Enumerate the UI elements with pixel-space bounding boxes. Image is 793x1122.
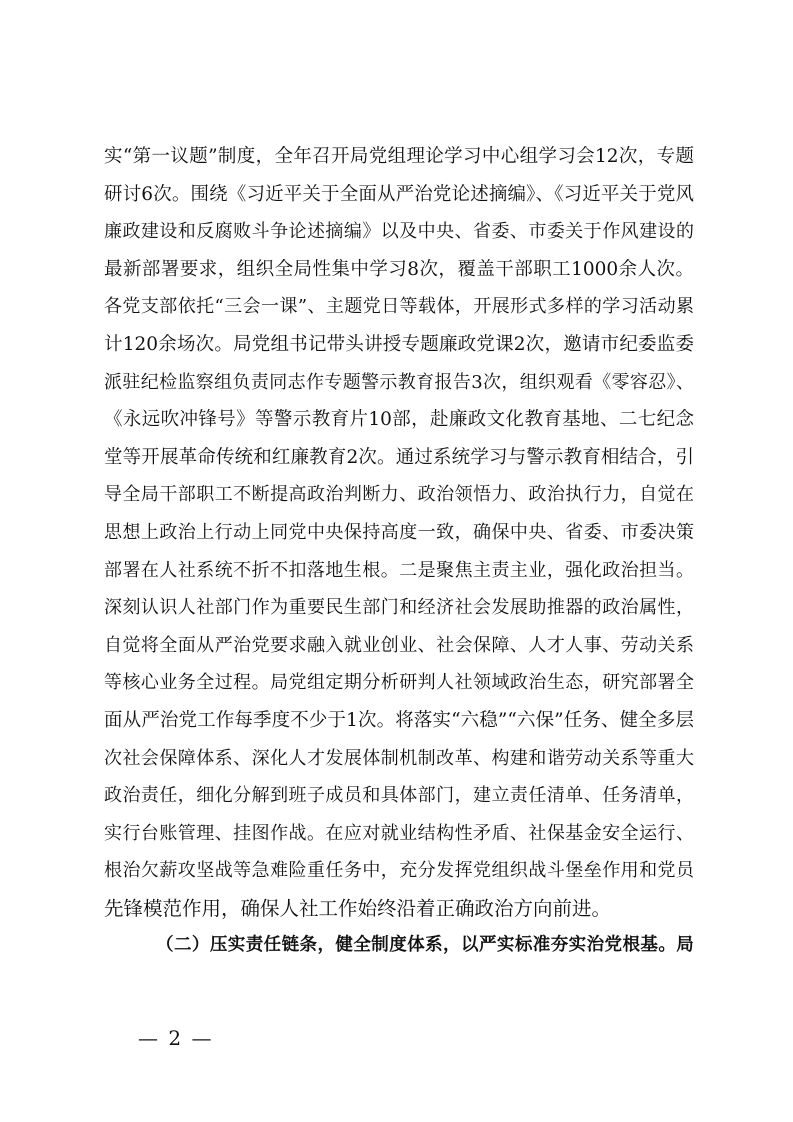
body-line: 面从严治党工作每季度不少于1次。将落实“六稳”“六保”任务、健全多层	[104, 709, 694, 731]
body-line: 《永远吹冲锋号》等警示教育片10部，赴廉政文化教育基地、二七纪念	[104, 409, 694, 431]
body-line: 派驻纪检监察组负责同志作专题警示教育报告3次，组织观看《零容忍》、	[104, 371, 694, 393]
body-line: 堂等开展革命传统和红廉教育2次。通过系统学习与警示教育相结合，引	[104, 446, 694, 468]
body-line: 等核心业务全过程。局党组定期分析研判人社领域政治生态，研究部署全	[104, 672, 694, 694]
body-line: 根治欠薪攻坚战等急难险重任务中，充分发挥党组织战斗堡垒作用和党员	[104, 860, 694, 882]
body-line: 深刻认识人社部门作为重要民生部门和经济社会发展助推器的政治属性，	[104, 597, 694, 619]
body-line: 最新部署要求，组织全局性集中学习8次，覆盖干部职工1000余人次。	[104, 258, 694, 280]
section-heading: （二）压实责任链条，健全制度体系，以严实标准夯实治党根基。局	[156, 935, 694, 956]
body-line: 政治责任，细化分解到班子成员和具体部门，建立责任清单、任务清单，	[104, 785, 694, 807]
body-line: 次社会保障体系、深化人才发展体制机制改革、构建和谐劳动关系等重大	[104, 747, 694, 769]
body-text	[104, 138, 694, 965]
body-line: 先锋模范作用，确保人社工作始终沿着正确政治方向前进。	[104, 896, 612, 920]
body-line: 各党支部依托“三会一课”、主题党日等载体，开展形式多样的学习活动累	[104, 296, 694, 318]
body-line: 计120余场次。局党组书记带头讲授专题廉政党课2次，邀请市纪委监委	[104, 333, 694, 355]
body-line: 思想上政治上行动上同党中央保持高度一致，确保中央、省委、市委决策	[104, 521, 694, 543]
body-line: 廉政建设和反腐败斗争论述摘编》以及中央、省委、市委关于作风建设的	[104, 221, 694, 243]
body-line: 实“第一议题”制度，全年召开局党组理论学习中心组学习会12次，专题	[104, 146, 694, 167]
body-line: 实行台账管理、挂图作战。在应对就业结构性矛盾、社保基金安全运行、	[104, 822, 694, 844]
body-line: 自觉将全面从严治党要求融入就业创业、社会保障、人才人事、劳动关系	[104, 634, 694, 656]
body-line: 部署在人社系统不折不扣落地生根。二是聚焦主责主业，强化政治担当。	[104, 559, 694, 581]
page-number: — 2 —	[138, 1026, 214, 1050]
body-line: 研讨6次。围绕《习近平关于全面从严治党论述摘编》、《习近平关于党风	[104, 183, 694, 205]
body-line: 导全局干部职工不断提高政治判断力、政治领悟力、政治执行力，自觉在	[104, 484, 694, 506]
